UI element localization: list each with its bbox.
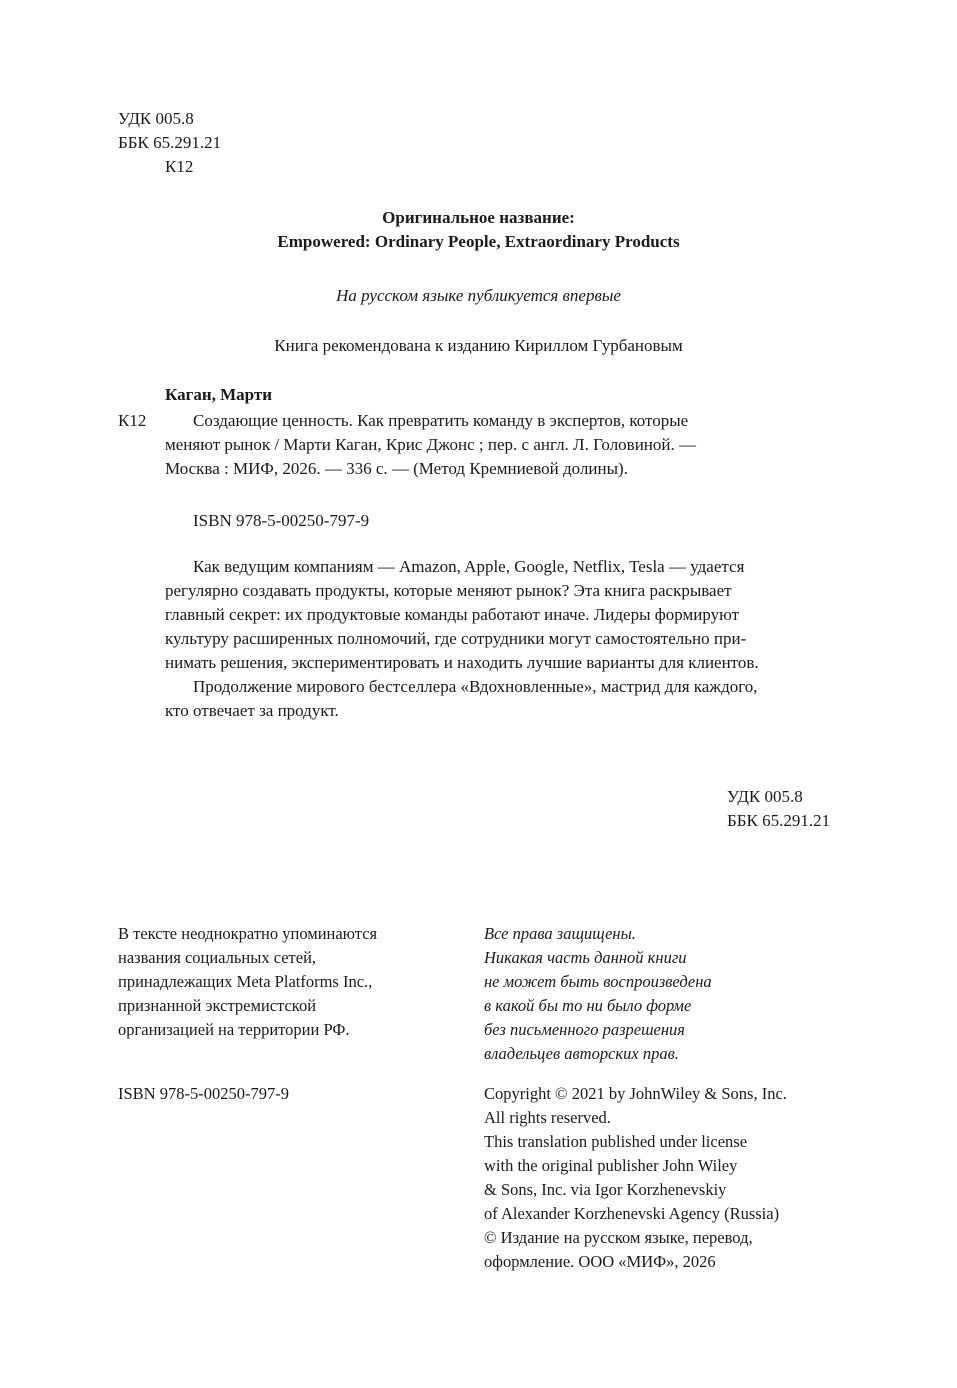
classification-block-bottom — [727, 785, 830, 833]
copyright-line: & Sons, Inc. via Igor Korzhenevskiy — [484, 1180, 727, 1199]
rights-line: без письменного разрешения — [484, 1020, 685, 1039]
annotation — [165, 555, 845, 723]
author-mark: К12 — [165, 157, 194, 176]
annotation-line: главный секрет: их продуктовые команды работают иначе. Лидеры формируют — [165, 605, 740, 624]
meta-note-line: названия социальных сетей, — [118, 948, 317, 967]
annotation-line: нимать решения, экспериментировать и находить лучшие варианты для клиентов. — [165, 653, 759, 672]
bbk-code: ББК 65.291.21 — [727, 811, 831, 830]
copyright-block — [484, 1082, 787, 1274]
annotation-line: Как ведущим компаниям — Amazon, Apple, Google, Netflix, Tesla — удается — [193, 557, 745, 576]
isbn-record: ISBN 978-5-00250-797-9 — [193, 511, 370, 530]
biblio-line: меняют рынок / Марти Каган, Крис Джонс ; пер. с англ. Л. Головиной. — — [165, 435, 697, 454]
bbk-code: ББК 65.291.21 — [118, 133, 222, 152]
copyright-line: This translation published under license — [484, 1132, 748, 1151]
annotation-line: Продолжение мирового бестселлера «Вдохновленные», мастрид для каждого, — [193, 677, 758, 696]
biblio-line: Москва : МИФ, 2026. — 336 с. — (Метод Кремниевой долины). — [165, 459, 628, 478]
rights-line: владельцев авторских прав. — [484, 1044, 679, 1063]
biblio-line: Создающие ценность. Как превратить команду в экспертов, которые — [193, 411, 689, 430]
meta-note-line: В тексте неоднократно упоминаются — [118, 924, 378, 943]
author-mark-side: К12 — [118, 411, 147, 430]
recommendation-note: Книга рекомендована к изданию Кириллом Гурбановым — [274, 336, 683, 355]
original-title: Empowered: Ordinary People, Extraordinary Products — [277, 232, 680, 251]
meta-note-line: принадлежащих Meta Platforms Inc., — [118, 972, 373, 991]
copyright-line: All rights reserved. — [484, 1108, 611, 1127]
udk-code: УДК 005.8 — [727, 787, 803, 806]
bibliographic-description — [165, 409, 845, 481]
meta-note-line: организацией на территории РФ. — [118, 1020, 350, 1039]
copyright-line: © Издание на русском языке, перевод, — [484, 1228, 753, 1247]
annotation-line: кто отвечает за продукт. — [165, 701, 339, 720]
rights-reserved-note — [484, 922, 712, 1066]
original-title-label: Оригинальное название: — [382, 208, 575, 227]
copyright-line: оформление. ООО «МИФ», 2026 — [484, 1252, 716, 1271]
copyright-line: Copyright © 2021 by JohnWiley & Sons, Inc. — [484, 1084, 787, 1103]
copyright-line: of Alexander Korzhenevski Agency (Russia) — [484, 1204, 780, 1223]
meta-note-line: признанной экстремистской — [118, 996, 317, 1015]
copyright-line: with the original publisher John Wiley — [484, 1156, 738, 1175]
annotation-line: регулярно создавать продукты, которые меняют рынок? Эта книга раскрывает — [165, 581, 732, 600]
rights-line: не может быть воспроизведена — [484, 972, 712, 991]
classification-block-top — [118, 107, 221, 179]
author-name: Каган, Марти — [165, 385, 273, 404]
meta-disclaimer — [118, 922, 377, 1042]
original-title-block — [0, 206, 957, 254]
rights-line: Никакая часть данной книги — [484, 948, 687, 967]
annotation-line: культуру расширенных полномочий, где сотрудники могут самостоятельно при- — [165, 629, 747, 648]
isbn-bottom: ISBN 978-5-00250-797-9 — [118, 1084, 289, 1103]
rights-line: в какой бы то ни было форме — [484, 996, 692, 1015]
rights-line: Все права защищены. — [484, 924, 636, 943]
udk-code: УДК 005.8 — [118, 109, 194, 128]
first-publication-note: На русском языке публикуется впервые — [336, 286, 621, 305]
